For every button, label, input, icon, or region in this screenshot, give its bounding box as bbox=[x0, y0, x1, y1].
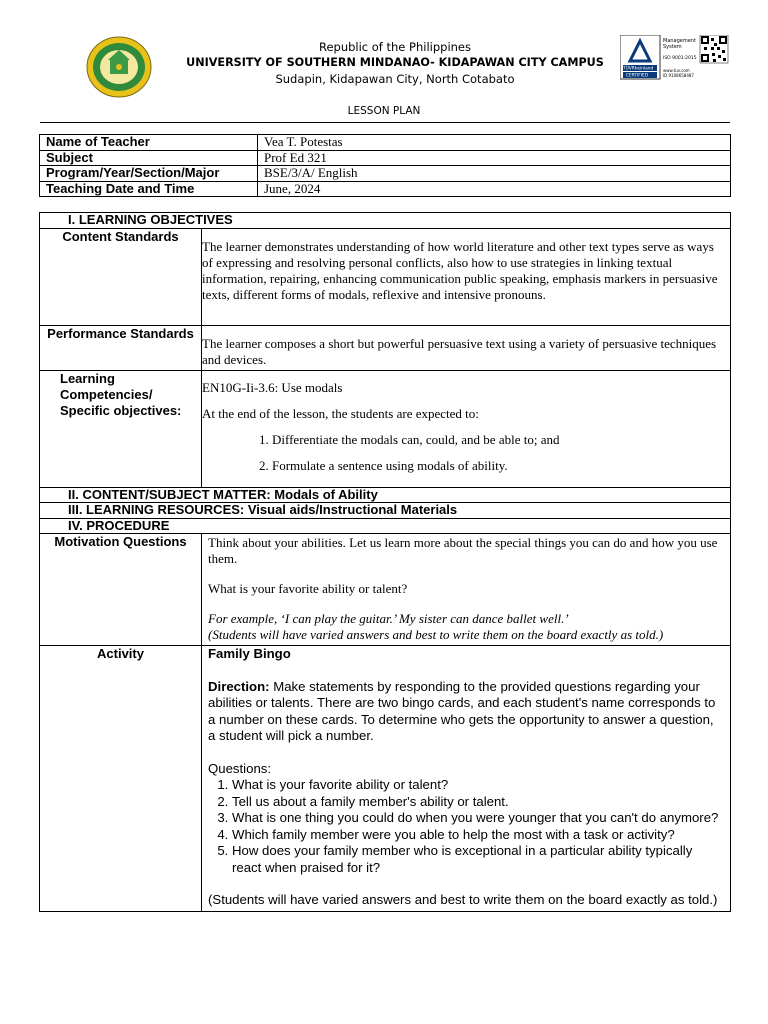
motivation-intro: Think about your abilities. Let us learn more about the special things you can do and how you use them. bbox=[208, 535, 718, 566]
motivation-note: (Students will have varied answers and best to write them on the board exactly as told.) bbox=[208, 627, 664, 642]
competencies-content bbox=[202, 370, 731, 487]
objective-item: 2. Formulate a sentence using modals of ability. bbox=[272, 458, 724, 474]
questions-list bbox=[208, 777, 724, 876]
qr-code-icon bbox=[700, 35, 728, 63]
page-header bbox=[0, 0, 768, 130]
header-republic: Republic of the Philippines bbox=[318, 40, 472, 54]
title-divider bbox=[40, 122, 730, 123]
info-row-date bbox=[40, 181, 731, 197]
competency-intro: At the end of the lesson, the students are expected to: bbox=[202, 405, 479, 421]
question-item: 2. Tell us about a family member's ability or talent. bbox=[232, 794, 724, 811]
info-label: Program/Year/Section/Major bbox=[40, 166, 258, 182]
motivation-question: What is your favorite ability or talent? bbox=[208, 581, 408, 596]
content-matter-heading: II. CONTENT/SUBJECT MATTER: Modals of Ability bbox=[40, 487, 731, 503]
activity-direction bbox=[208, 679, 724, 745]
info-value: BSE/3/A/ English bbox=[258, 166, 731, 182]
info-label: Subject bbox=[40, 150, 258, 166]
direction-text: Make statements by responding to the provided questions regarding your abilities or talents. There are two bingo cards, and each student's name corresponds to a number on these cards. To determine who gets the opportunity to answer a question, a student will pick a number. bbox=[208, 678, 716, 743]
cert-badge: CERTIFIED bbox=[626, 73, 649, 79]
info-label: Name of Teacher bbox=[40, 135, 258, 151]
info-row-program bbox=[40, 166, 731, 182]
procedure-heading: IV. PROCEDURE bbox=[40, 518, 731, 534]
teacher-info-table bbox=[39, 134, 731, 197]
lesson-plan-table bbox=[39, 212, 731, 912]
questions-label: Questions: bbox=[208, 760, 272, 776]
question-item: 1. What is your favorite ability or talent? bbox=[232, 777, 724, 794]
content-standards-row bbox=[40, 228, 731, 325]
cert-line-1: Management bbox=[663, 38, 696, 44]
cert-line-2: System bbox=[663, 44, 682, 50]
iso-certification-badge bbox=[620, 35, 730, 101]
objectives-list bbox=[202, 432, 724, 474]
competencies-row bbox=[40, 370, 731, 487]
info-row-subject bbox=[40, 150, 731, 166]
objectives-heading-row bbox=[40, 213, 731, 229]
resources-row bbox=[40, 503, 731, 519]
cert-line-3: ISO 9001:2015 bbox=[663, 56, 697, 61]
cert-brand: TÜVRheinland bbox=[623, 66, 654, 72]
motivation-label: Motivation Questions bbox=[40, 534, 202, 646]
cert-footer-2: ID 9108658487 bbox=[663, 73, 694, 78]
activity-content bbox=[202, 646, 731, 912]
header-university-name: UNIVERSITY OF SOUTHERN MINDANAO- KIDAPAWAN CITY CAMPUS bbox=[186, 56, 604, 69]
content-standards-label: Content Standards bbox=[40, 228, 202, 325]
activity-label: Activity bbox=[40, 646, 202, 912]
info-value: June, 2024 bbox=[258, 181, 731, 197]
performance-standards-text: The learner composes a short but powerful persuasive text using a variety of persuasive techniques and devices. bbox=[202, 325, 731, 370]
activity-note: (Students will have varied answers and best to write them on the board exactly as told.) bbox=[208, 892, 718, 907]
info-label: Teaching Date and Time bbox=[40, 181, 258, 197]
question-item: 4. Which family member were you able to help the most with a task or activity? bbox=[232, 827, 724, 844]
motivation-example: For example, ‘I can play the guitar.’ My sister can dance ballet well.’ bbox=[208, 611, 569, 626]
performance-standards-row bbox=[40, 325, 731, 370]
question-item: 3. What is one thing you could do when you were younger that you can't do anymore? bbox=[232, 810, 724, 827]
motivation-row bbox=[40, 534, 731, 646]
competencies-label: Learning Competencies/ Specific objectives: bbox=[40, 370, 202, 487]
motivation-content bbox=[202, 534, 731, 646]
document-title: LESSON PLAN bbox=[347, 105, 421, 117]
section-heading: I. LEARNING OBJECTIVES bbox=[40, 213, 731, 229]
activity-title: Family Bingo bbox=[208, 646, 291, 661]
resources-heading: III. LEARNING RESOURCES: Visual aids/Instructional Materials bbox=[40, 503, 731, 519]
direction-label: Direction: bbox=[208, 678, 270, 694]
header-address: Sudapin, Kidapawan City, North Cotabato bbox=[275, 72, 515, 86]
objective-item: 1. Differentiate the modals can, could, and be able to; and bbox=[272, 432, 724, 448]
university-seal-logo bbox=[86, 36, 152, 98]
question-item: 5. How does your family member who is exceptional in a particular ability typically react when praised for it? bbox=[232, 843, 724, 876]
info-row-teacher bbox=[40, 135, 731, 151]
competency-code: EN10G-Ii-3.6: Use modals bbox=[202, 379, 343, 395]
info-value: Vea T. Potestas bbox=[258, 135, 731, 151]
procedure-row bbox=[40, 518, 731, 534]
performance-standards-label: Performance Standards bbox=[40, 325, 202, 370]
content-standards-text: The learner demonstrates understanding of how world literature and other text types serve as ways of expressing and resolving personal conflicts, also how to use strategies in linking textual information, repairing, enhancing communication public speaking, emphasis markers in persuasive texts, different forms of modals, reflexive and intensive pronouns. bbox=[202, 228, 731, 325]
cert-footer-1: www.tuv.com bbox=[663, 68, 690, 73]
info-value: Prof Ed 321 bbox=[258, 150, 731, 166]
activity-row bbox=[40, 646, 731, 912]
content-matter-row bbox=[40, 487, 731, 503]
